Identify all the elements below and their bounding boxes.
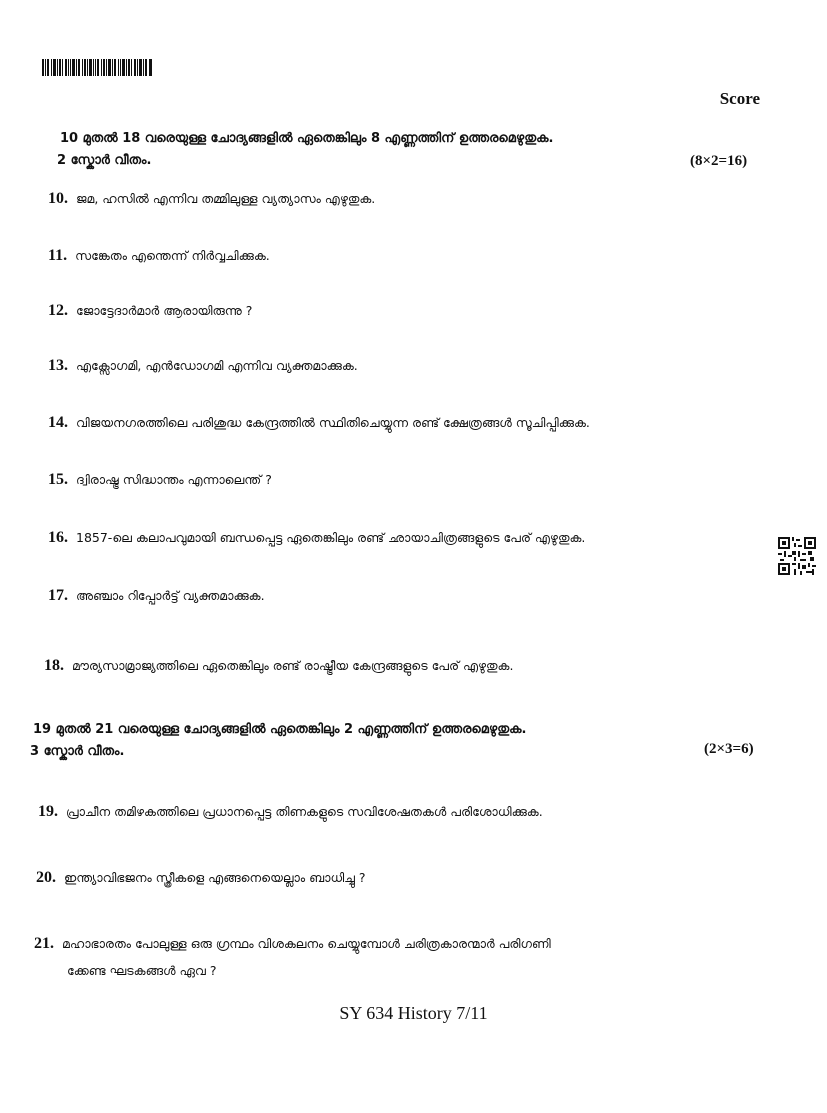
question-text: ജോട്ടേദാർമാർ ആരായിരുന്നു ? [76, 303, 253, 318]
question-text: ഇന്ത്യാവിഭജനം സ്ത്രീകളെ എങ്ങനെയെല്ലാം ബാധിച്ചു ? [64, 870, 366, 885]
question-16 [48, 529, 585, 547]
question-13 [48, 357, 358, 375]
question-17 [48, 587, 265, 605]
question-12 [48, 302, 252, 320]
section1-instruction: 10 മുതൽ 18 വരെയുള്ള ചോദ്യങ്ങളിൽ ഏതെങ്കിലും 8 എണ്ണത്തിന് ഉത്തരമെഴുതുക. [60, 131, 554, 146]
question-21 [34, 935, 551, 953]
section2-score-note: 3 സ്കോർ വീതം. [30, 744, 125, 759]
question-number: 18. [44, 657, 64, 674]
question-text: 1857-ലെ കലാപവുമായി ബന്ധപ്പെട്ട ഏതെങ്കിലും രണ്ട് ഛായാചിത്രങ്ങളുടെ പേര് എഴുതുക. [76, 530, 586, 545]
question-number: 17. [48, 587, 68, 604]
section2-marks: (2×3=6) [704, 741, 754, 757]
question-20 [36, 869, 366, 887]
question-text: പ്രാചീന തമിഴകത്തിലെ പ്രധാനപ്പെട്ട തിണകളുടെ സവിശേഷതകൾ പരിശോധിക്കുക. [66, 804, 543, 819]
question-10 [48, 190, 375, 208]
section1-score-note: 2 സ്കോർ വീതം. [57, 153, 152, 168]
question-text: ജമ, ഹസിൽ എന്നിവ തമ്മിലുള്ള വ്യത്യാസം എഴുതുക. [76, 191, 376, 206]
question-19 [38, 803, 543, 821]
page-footer: SY 634 History 7/11 [339, 1003, 488, 1023]
question-number: 10. [48, 190, 68, 207]
question-number: 11. [48, 247, 68, 264]
question-11 [48, 247, 270, 265]
question-text: മൗര്യസാമ്രാജ്യത്തിലെ ഏതെങ്കിലും രണ്ട് രാഷ്ട്രീയ കേന്ദ്രങ്ങളുടെ പേര് എഴുതുക. [72, 658, 514, 673]
question-14 [48, 414, 590, 432]
question-text: അഞ്ചാം റിപ്പോർട്ട് വ്യക്തമാക്കുക. [76, 588, 265, 603]
question-number: 20. [36, 869, 56, 886]
question-text: സങ്കേതം എന്തെന്ന് നിർവ്വചിക്കുക. [75, 248, 270, 263]
question-text: മഹാഭാരതം പോലുള്ള ഒരു ഗ്രന്ഥം വിശകലനം ചെയ്യുമ്പോൾ ചരിത്രകാരന്മാർ പരിഗണി [62, 936, 551, 951]
question-text: ദ്വിരാഷ്ട്ര സിദ്ധാന്തം എന്നാലെന്ത് ? [76, 472, 272, 487]
question-15 [48, 471, 272, 489]
barcode [42, 59, 152, 76]
question-number: 12. [48, 302, 68, 319]
qr-code [778, 537, 816, 575]
score-header: Score [719, 89, 760, 108]
question-number: 14. [48, 414, 68, 431]
question-number: 21. [34, 935, 54, 952]
question-number: 15. [48, 471, 68, 488]
section2-instruction: 19 മുതൽ 21 വരെയുള്ള ചോദ്യങ്ങളിൽ ഏതെങ്കിലും 2 എണ്ണത്തിന് ഉത്തരമെഴുതുക. [33, 722, 527, 737]
question-text: വിജയനഗരത്തിലെ പരിശുദ്ധ കേന്ദ്രത്തിൽ സ്ഥിതിചെയ്യുന്ന രണ്ട് ക്ഷേത്രങ്ങൾ സൂചിപ്പിക്കുക. [76, 415, 590, 430]
question-number: 13. [48, 357, 68, 374]
section1-marks: (8×2=16) [690, 153, 748, 169]
question-21-continuation: ക്കേണ്ട ഘടകങ്ങൾ ഏവ ? [67, 963, 217, 978]
question-number: 16. [48, 529, 68, 546]
question-18 [44, 657, 513, 675]
question-text: എക്സോഗമി, എൻഡോഗമി എന്നിവ വ്യക്തമാക്കുക. [76, 358, 358, 373]
question-number: 19. [38, 803, 58, 820]
